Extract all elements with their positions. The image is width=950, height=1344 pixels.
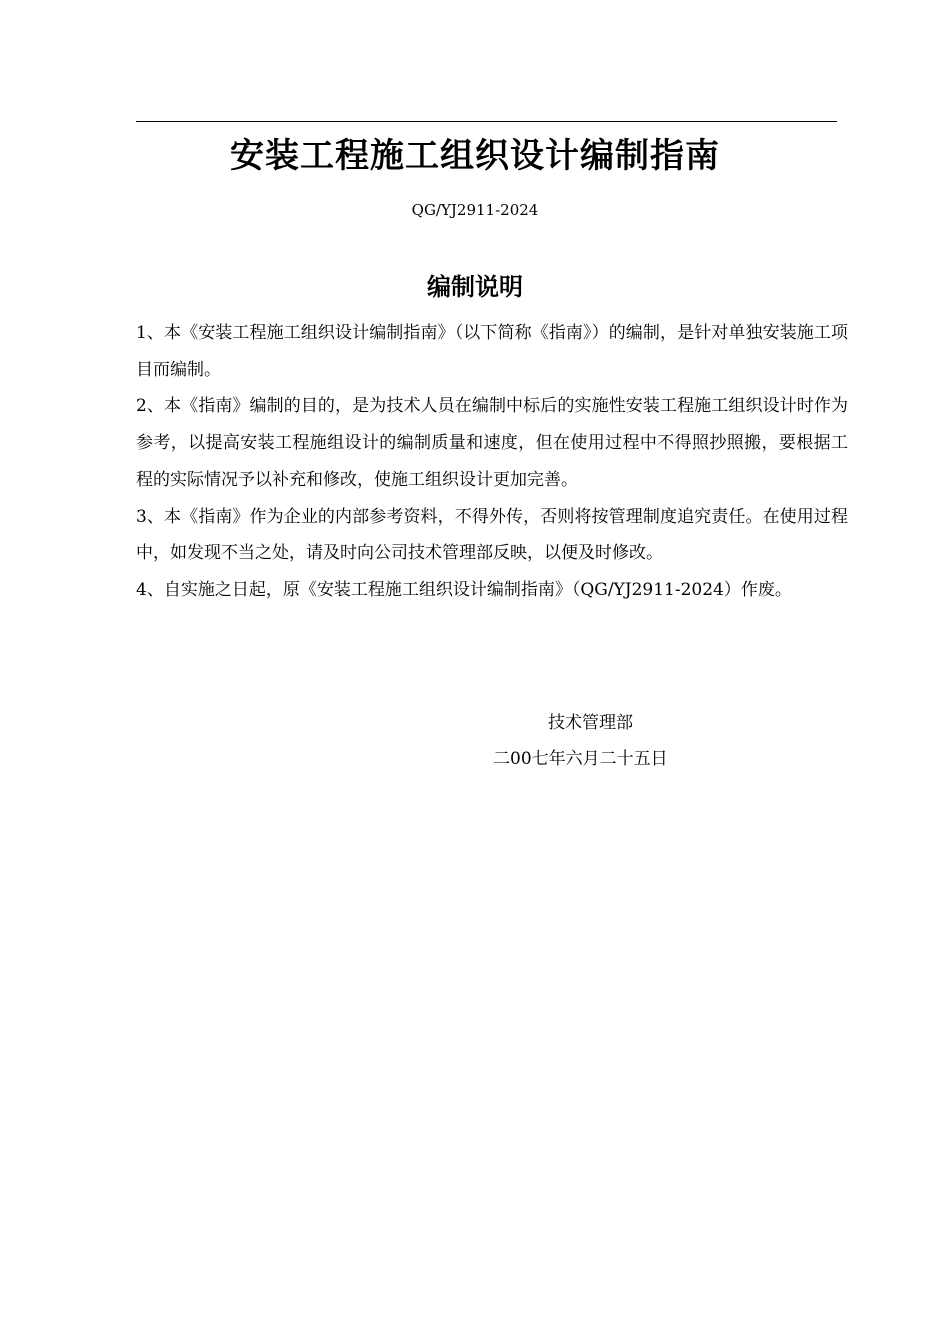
header-rule xyxy=(136,121,837,122)
signature-department: 技术管理部 xyxy=(548,713,633,733)
paragraph-4: 4、自实施之日起，原《安装工程施工组织设计编制指南》（QG/YJ2911-2024）作废。 xyxy=(136,579,792,600)
signature-block xyxy=(480,705,710,777)
paragraph-3: 3、本《指南》作为企业的内部参考资料，不得外传，否则将按管理制度追究责任。在使用过程中，如发现不当之处，请及时向公司技术管理部反映，以便及时修改。 xyxy=(136,506,848,564)
section-heading: 编制说明 xyxy=(427,272,523,301)
document-code: QG/YJ2911-2024 xyxy=(411,201,539,219)
paragraph-1: 1、本《安装工程施工组织设计编制指南》（以下简称《指南》）的编制，是针对单独安装施工项目而编制。 xyxy=(136,323,848,380)
paragraph-2: 2、本《指南》编制的目的，是为技术人员在编制中标后的实施性安装工程施工组织设计时作为参考，以提高安装工程施组设计的编制质量和速度，但在使用过程中不得照抄照搬，要根据工程的实际情况予以补充和修改，使施工组织设计更加完善。 xyxy=(136,396,848,490)
body-text xyxy=(136,315,848,609)
document-title: 安装工程施工组织设计编制指南 xyxy=(230,136,720,176)
signature-date: 二00七年六月二十五日 xyxy=(493,749,668,769)
